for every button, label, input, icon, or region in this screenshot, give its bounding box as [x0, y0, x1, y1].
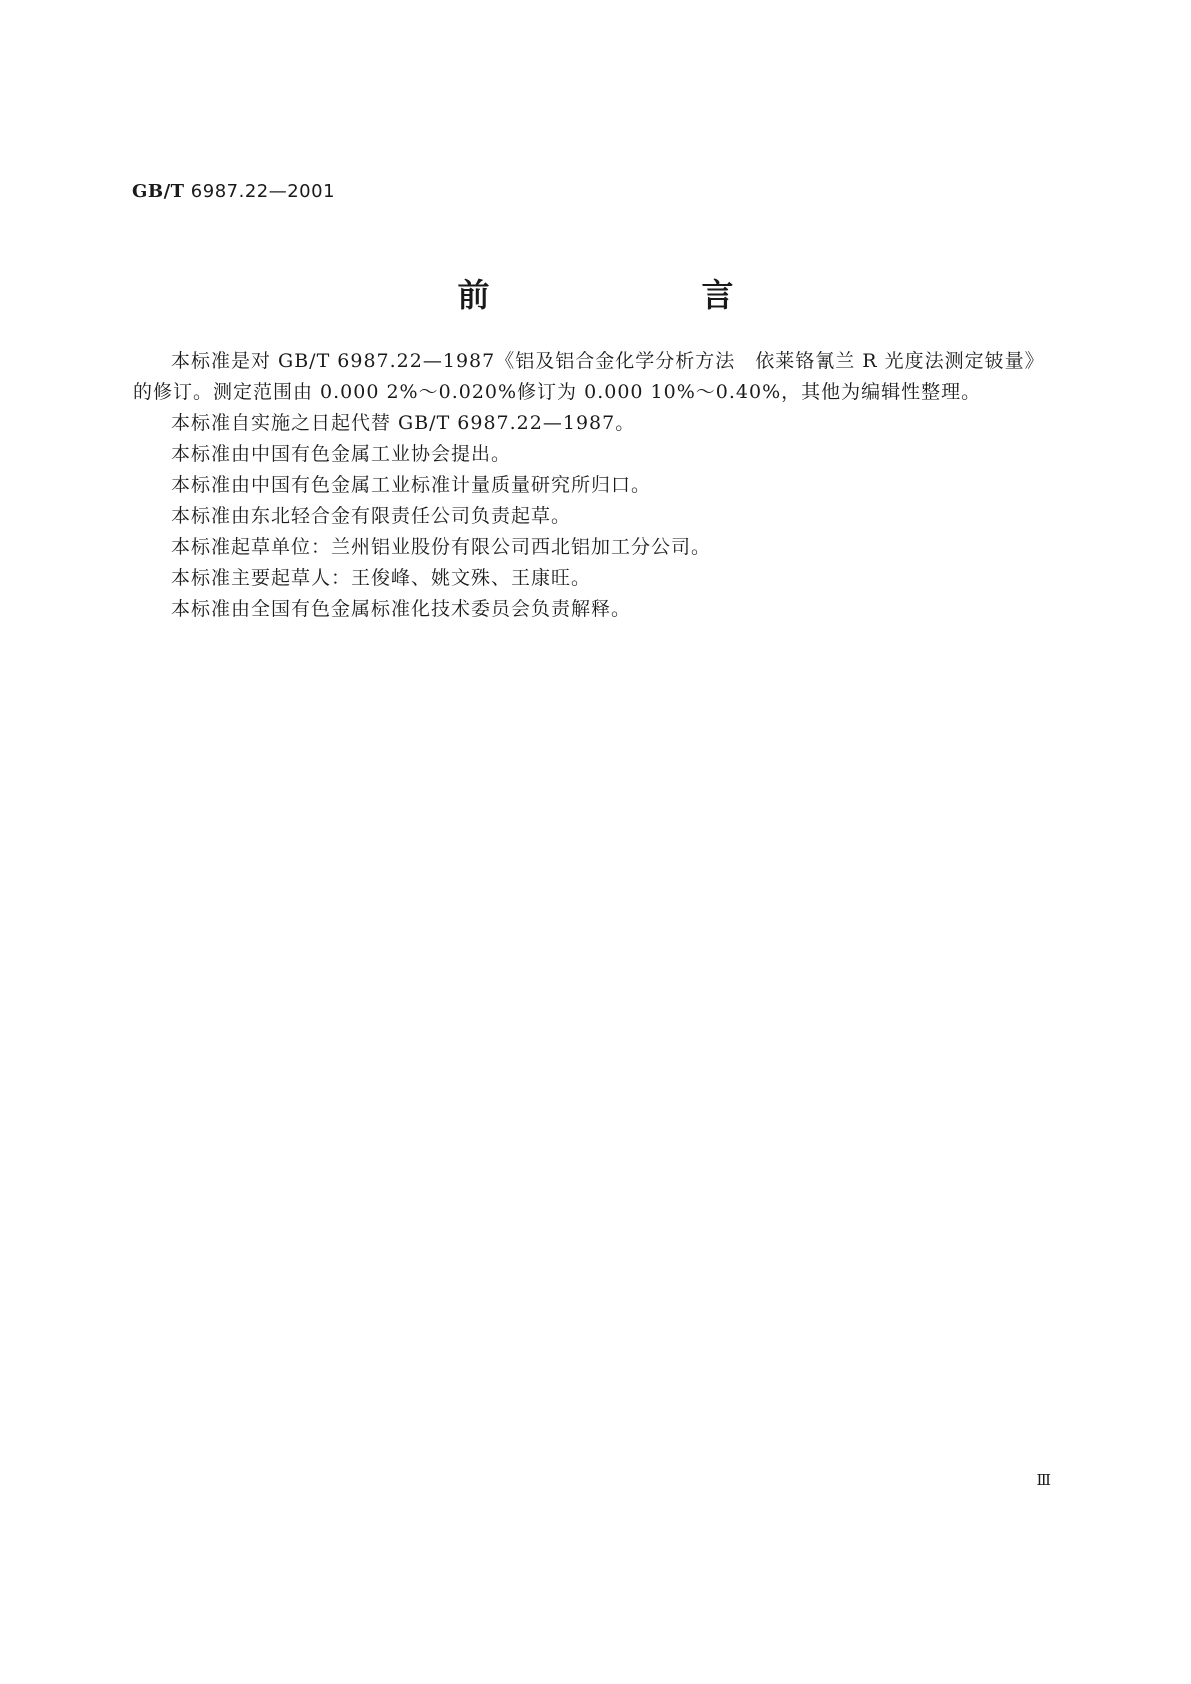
foreword-body — [133, 346, 1063, 625]
paragraph-revision: 本标准是对 GB/T 6987.22—1987《铝及铝合金化学分析方法 依莱铬氰兰 R 光度法测定铍量》的修订。测定范围由 0.000 2%～0.020%修订为 0.000 10%～0.40%，其他为编辑性整理。 — [133, 350, 1045, 403]
paragraph-replaces: 本标准自实施之日起代替 GB/T 6987.22—1987。 — [171, 412, 636, 434]
paragraph-drafting-unit: 本标准起草单位：兰州铝业股份有限公司西北铝加工分公司。 — [171, 536, 712, 558]
standard-code — [132, 181, 335, 202]
standard-code-prefix: GB/T — [132, 181, 185, 202]
paragraph-interpretation: 本标准由全国有色金属标准化技术委员会负责解释。 — [171, 598, 632, 620]
paragraph-drafted-by: 本标准由东北轻合金有限责任公司负责起草。 — [171, 505, 572, 527]
paragraph-drafters: 本标准主要起草人：王俊峰、姚文殊、王康旺。 — [171, 567, 592, 589]
page-title: 前 言 — [457, 276, 824, 314]
paragraph-centralized-by: 本标准由中国有色金属工业标准计量质量研究所归口。 — [171, 474, 652, 496]
page-number: Ⅲ — [1036, 1471, 1051, 1489]
standard-code-number: 6987.22—2001 — [190, 181, 336, 202]
paragraph-proposed-by: 本标准由中国有色金属工业协会提出。 — [171, 443, 512, 465]
